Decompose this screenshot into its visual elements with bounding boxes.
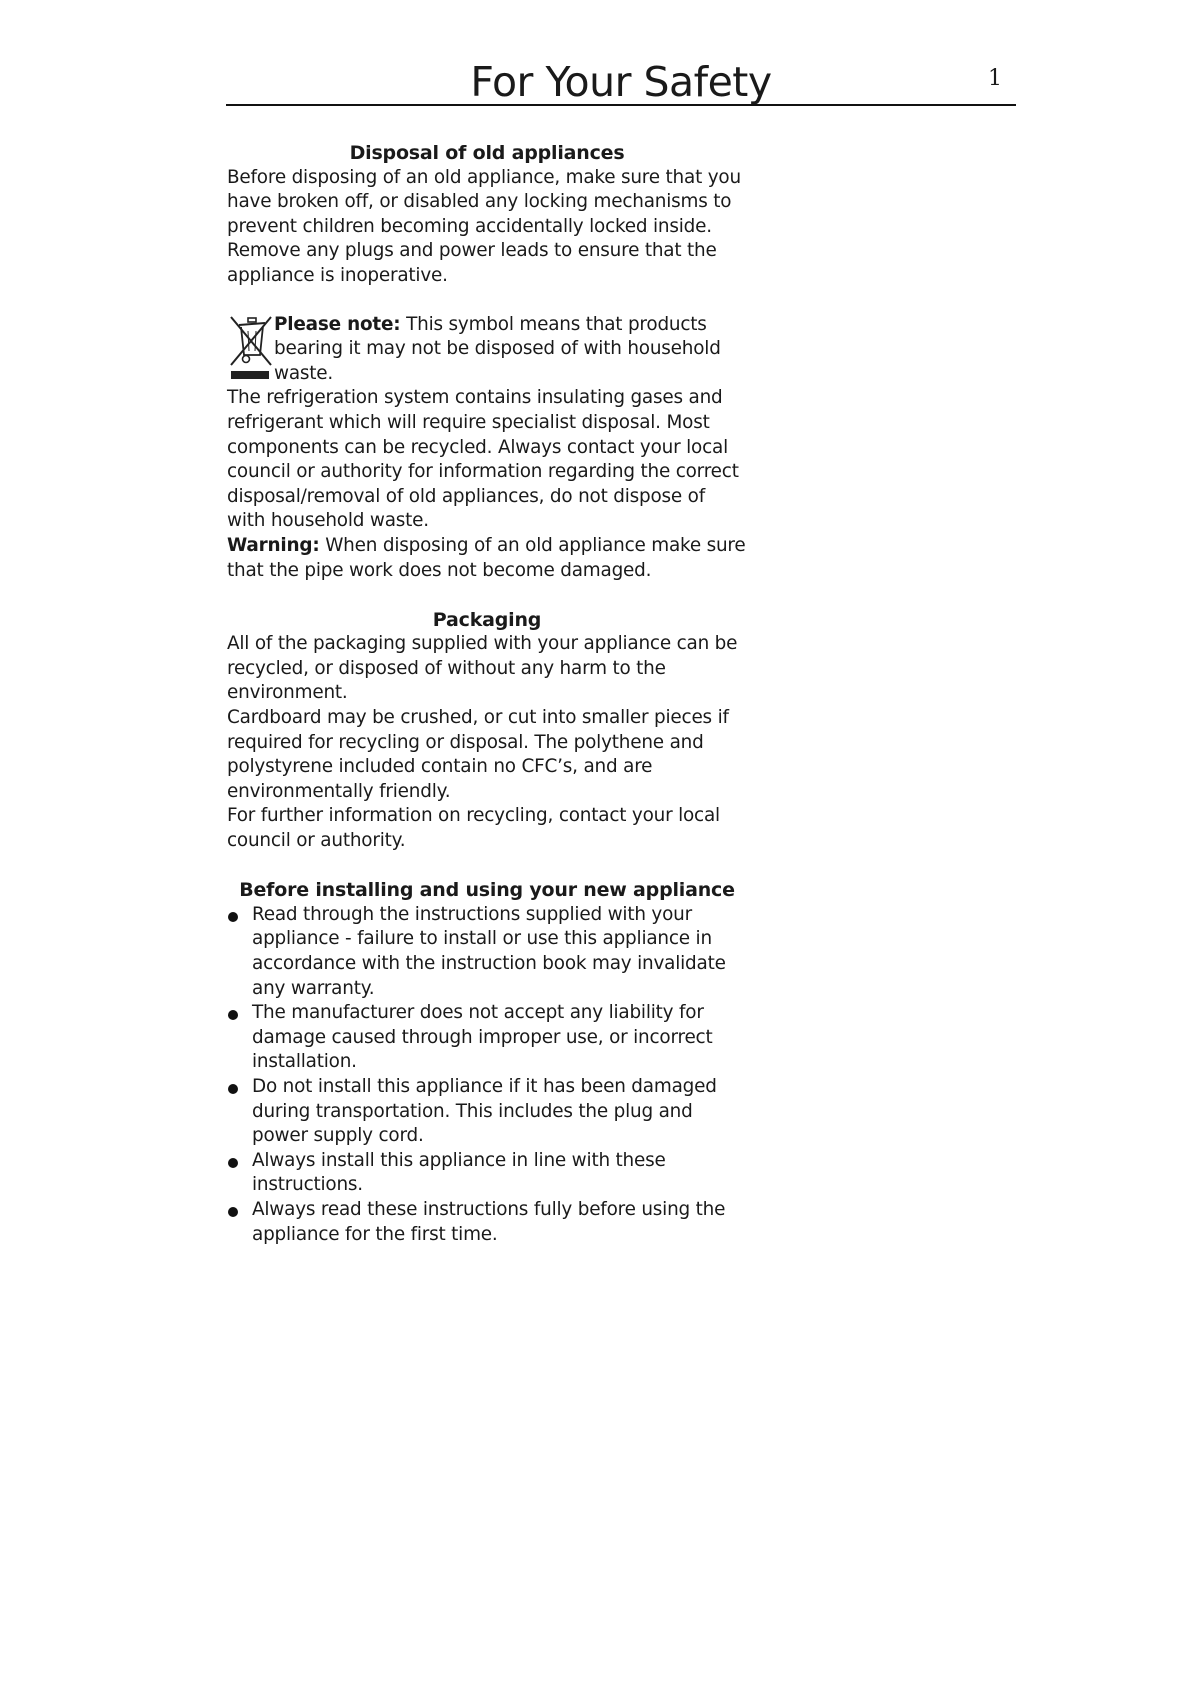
packaging-heading: Packaging	[432, 608, 542, 631]
section-before-installing	[227, 878, 747, 1247]
bullet-dot-icon	[228, 912, 238, 922]
warning-label: Warning:	[227, 534, 320, 556]
bullet-dot-icon	[228, 1010, 238, 1020]
list-item	[227, 1001, 747, 1075]
list-item	[227, 1198, 747, 1247]
before-installing-heading: Before installing and using your new appliance	[239, 879, 735, 902]
warning-body: When disposing of an old appliance make sure that the pipe work does not become damaged.	[227, 534, 746, 581]
bullet-dot-icon	[228, 1207, 238, 1217]
list-item-text: Always read these instructions fully before using the appliance for the first time.	[252, 1198, 726, 1245]
packaging-paragraph-2: Cardboard may be crushed, or cut into smaller pieces if required for recycling or disposal. The polythene and polystyrene included contain no CFC’s, and are environmentally friendly.	[227, 707, 729, 802]
warning-paragraph	[227, 534, 747, 583]
before-installing-list	[227, 903, 747, 1247]
list-item	[227, 903, 747, 1001]
header-divider	[226, 104, 1016, 106]
bullet-dot-icon	[228, 1158, 238, 1168]
note-body: This symbol means that products bearing it may not be disposed of with household waste.	[274, 313, 721, 384]
packaging-paragraph-3: For further information on recycling, contact your local council or authority.	[227, 805, 720, 852]
list-item	[227, 1149, 747, 1198]
section-disposal	[227, 141, 747, 583]
bullet-dot-icon	[228, 1084, 238, 1094]
list-item-text: The manufacturer does not accept any liability for damage caused through improper use, or incorrect installation.	[252, 1002, 713, 1073]
weee-note	[227, 313, 747, 387]
list-item-text: Do not install this appliance if it has been damaged during transportation. This includes the plug and power supply cord.	[252, 1075, 717, 1147]
packaging-paragraph-1: All of the packaging supplied with your appliance can be recycled, or disposed of without any harm to the environment.	[227, 633, 738, 704]
section-packaging	[227, 608, 747, 854]
refrigeration-paragraph: The refrigeration system contains insulating gases and refrigerant which will require specialist disposal. Most components can be recycled. Always contact your local council or authority for information regarding the correct disposal/removal of old appliances, do not dispose of with household waste.	[227, 387, 739, 532]
disposal-intro: Before disposing of an old appliance, make sure that you have broken off, or disabled any locking mechanisms to prevent children becoming accidentally locked inside. Remove any plugs and power leads to ensure that the appliance is inoperative.	[227, 166, 741, 286]
note-label: Please note:	[274, 313, 401, 335]
list-item-text: Read through the instructions supplied with your appliance - failure to install or use this appliance in accordance with the instruction book may invalidate any warranty.	[252, 903, 726, 999]
disposal-heading: Disposal of old appliances	[349, 142, 625, 164]
page-content	[227, 141, 747, 1247]
crossed-out-wheelie-bin-icon	[227, 313, 273, 381]
list-item	[227, 1075, 747, 1149]
list-item-text: Always install this appliance in line with these instructions.	[252, 1149, 666, 1196]
page-title: For Your Safety	[470, 58, 772, 106]
page-number: 1	[988, 66, 1002, 91]
weee-note-text	[274, 313, 747, 387]
